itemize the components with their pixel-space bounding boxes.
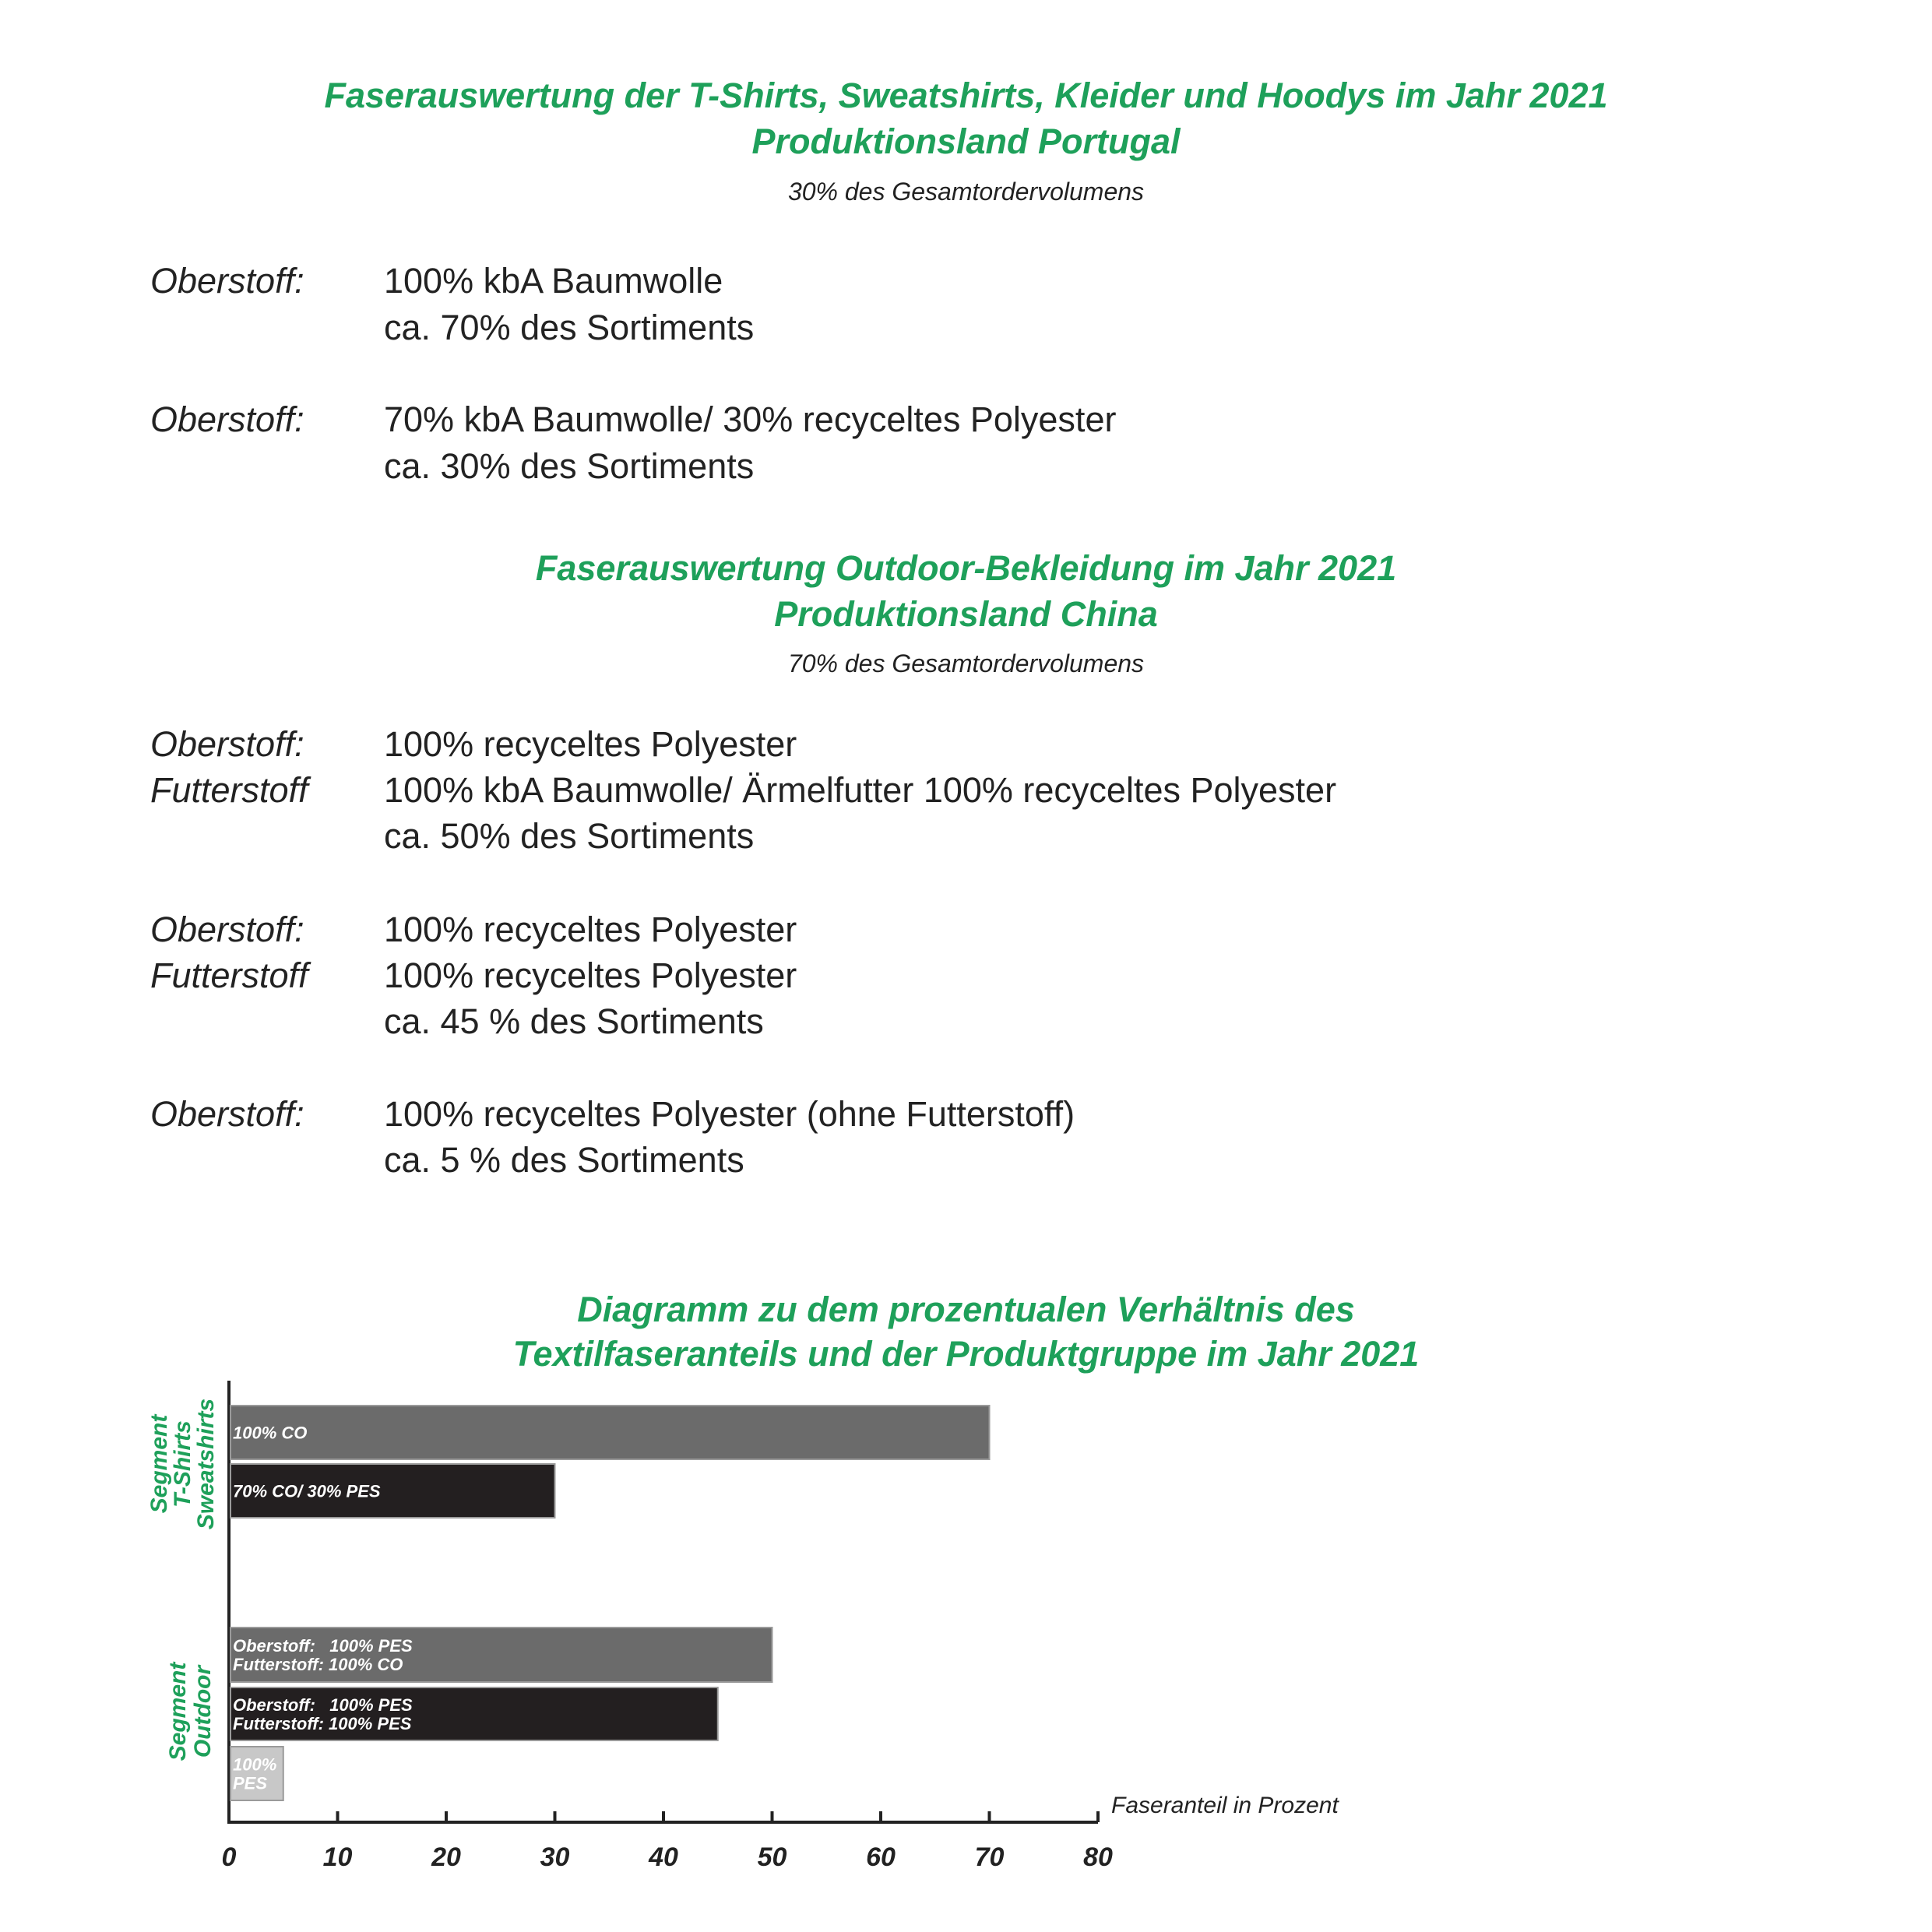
section1-subtitle: 30% des Gesamtordervolumens: [787, 178, 1145, 206]
section2-entry1-line1: 100% recyceltes Polyester: [384, 724, 797, 764]
x-tick-label: 50: [757, 1842, 787, 1872]
section2-title-line2: Produktionsland China: [774, 594, 1158, 634]
section2-entry3-line1: 100% recyceltes Polyester (ohne Futterstoff): [384, 1094, 1075, 1134]
x-tick-label: 80: [1083, 1842, 1113, 1872]
section2-entry2-line1: 100% recyceltes Polyester: [384, 910, 797, 949]
section1-entry1-line2: ca. 70% des Sortiments: [384, 308, 755, 347]
bar-data-label: Futterstoff: 100% CO: [233, 1655, 403, 1674]
section2-entry1-label1: Oberstoff:: [150, 724, 304, 764]
section1-entry1-line1: 100% kbA Baumwolle: [384, 261, 723, 301]
section2-entry3-label1: Oberstoff:: [150, 1094, 304, 1134]
section1-title-line2: Produktionsland Portugal: [751, 121, 1181, 161]
section2-entry1-line3: ca. 50% des Sortiments: [384, 816, 755, 856]
section2-entry2-line2: 100% recyceltes Polyester: [384, 955, 797, 995]
section2-entry1-line2: 100% kbA Baumwolle/ Ärmelfutter 100% recyceltes Polyester: [384, 770, 1337, 810]
section2-entry2-label1: Oberstoff:: [150, 910, 304, 949]
section2-entry1-label2: Futterstoff: [150, 770, 308, 810]
bar-data-label: 100% CO: [233, 1423, 308, 1443]
bar-data-label: 100%: [233, 1754, 277, 1775]
section2-entry2-line3: ca. 45 % des Sortiments: [384, 1001, 764, 1041]
section1-entry2-line2: ca. 30% des Sortiments: [384, 446, 755, 486]
bar-data-label: Futterstoff: 100% PES: [233, 1714, 412, 1733]
bar-data-label: Oberstoff: 100% PES: [233, 1695, 413, 1715]
section1-entry2-label: Oberstoff:: [150, 399, 304, 439]
bar-data-label: PES: [233, 1773, 268, 1793]
group-label: Sweatshirts: [193, 1398, 219, 1530]
section1-title-line1: Faserauswertung der T-Shirts, Sweatshirts, Kleider und Hoodys im Jahr 2021: [324, 76, 1608, 115]
x-axis-title: Faseranteil in Prozent: [1111, 1793, 1339, 1818]
chart-title-line2: Textilfaseranteils und der Produktgruppe im Jahr 2021: [512, 1334, 1420, 1374]
x-tick-label: 20: [431, 1842, 461, 1872]
x-tick-label: 70: [974, 1842, 1005, 1872]
section1-entry1-label: Oberstoff:: [150, 261, 304, 301]
group-label: T-Shirts: [170, 1420, 195, 1508]
chart-title-line1: Diagramm zu dem prozentualen Verhältnis des: [577, 1290, 1355, 1329]
x-tick-label: 60: [866, 1842, 896, 1872]
group-label: Segment: [146, 1414, 172, 1514]
x-tick-label: 30: [540, 1842, 570, 1872]
section2-entry2-label2: Futterstoff: [150, 955, 308, 995]
section1-entry2-line1: 70% kbA Baumwolle/ 30% recyceltes Polyester: [384, 399, 1117, 439]
x-tick-label: 0: [221, 1842, 237, 1872]
bar: [231, 1406, 990, 1459]
section2-title-line1: Faserauswertung Outdoor-Bekleidung im Jahr 2021: [535, 548, 1397, 588]
section2-subtitle: 70% des Gesamtordervolumens: [787, 649, 1145, 677]
x-tick-label: 40: [649, 1842, 678, 1872]
group-label: Outdoor: [190, 1665, 216, 1758]
bar-data-label: Oberstoff: 100% PES: [233, 1636, 413, 1656]
group-label: Segment: [165, 1662, 191, 1761]
x-tick-label: 10: [322, 1842, 353, 1872]
bar-data-label: 70% CO/ 30% PES: [233, 1481, 381, 1501]
section2-entry3-line2: ca. 5 % des Sortiments: [384, 1140, 744, 1180]
